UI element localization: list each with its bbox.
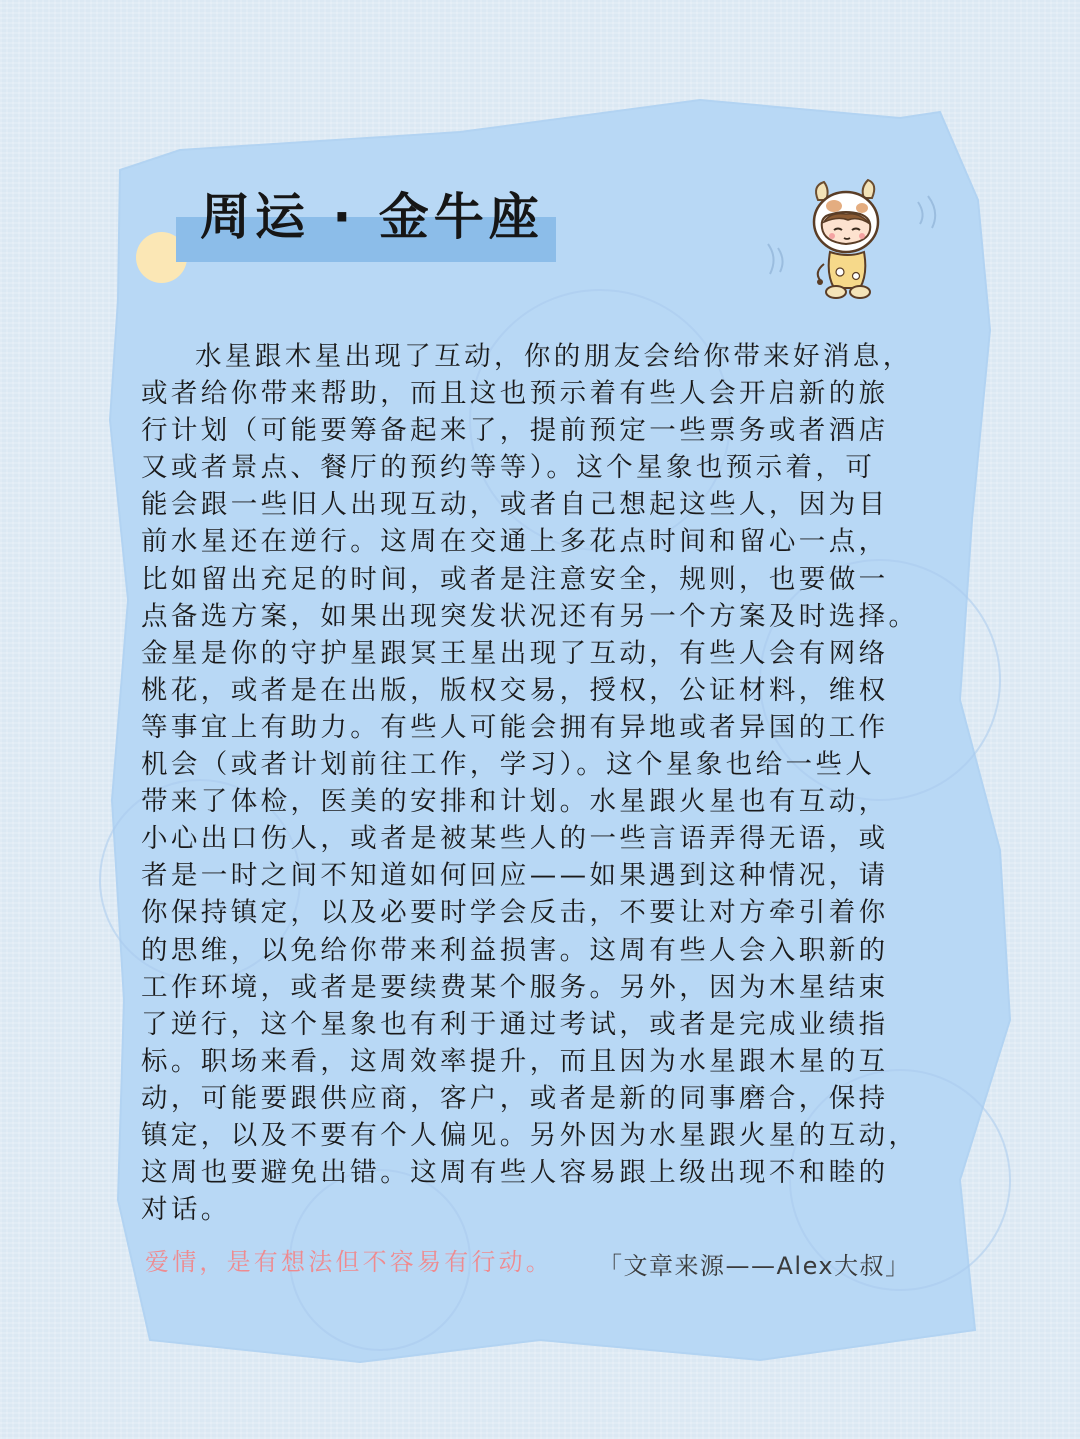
body-line: 行计划（可能要筹备起来了，提前预定一些票务或者酒店 — [141, 415, 889, 447]
body-line: 前水星还在逆行。这周在交通上多花点时间和留心一点， — [141, 526, 889, 558]
body-line: 桃花，或者是在出版，版权交易，授权，公证材料，维权 — [141, 674, 889, 706]
body-line: 镇定，以及不要有个人偏见。另外因为水星跟火星的互动， — [141, 1119, 919, 1151]
body-line: 点备选方案，如果出现突发状况还有另一个方案及时选择。 — [141, 600, 919, 632]
body-line: 水星跟木星出现了互动，你的朋友会给你带来好消息， — [195, 341, 913, 372]
body-line: 对话。 — [141, 1194, 231, 1226]
body-line: 标。职场来看，这周效率提升，而且因为水星跟木星的互 — [141, 1045, 889, 1077]
body-line: 金星是你的守护星跟冥王星出现了互动，有些人会有网络 — [141, 637, 889, 669]
body-line: 等事宜上有助力。有些人可能会拥有异地或者异国的工作 — [141, 711, 889, 743]
body-line: 了逆行，这个星象也有利于通过考试，或者是完成业绩指 — [141, 1008, 889, 1040]
page-title: 周运 · 金牛座 — [200, 188, 544, 246]
body-line: 能会跟一些旧人出现互动，或者自己想起这些人，因为目 — [141, 489, 889, 521]
body-line: 动，可能要跟供应商，客户，或者是新的同事磨合，保持 — [141, 1082, 889, 1114]
body-line: 机会（或者计划前往工作，学习）。这个星象也给一些人 — [141, 749, 876, 781]
body-line: 这周也要避免出错。这周有些人容易跟上级出现不和睦的 — [141, 1157, 889, 1189]
body-line: 带来了体检，医美的安排和计划。水星跟火星也有互动， — [141, 786, 889, 818]
body-line: 者是一时之间不知道如何回应——如果遇到这种情况，请 — [141, 860, 889, 892]
body-line: 工作环境，或者是要续费某个服务。另外，因为木星结束 — [141, 971, 889, 1003]
body-line: 你保持镇定，以及必要时学会反击，不要让对方牵引着你 — [141, 897, 889, 929]
body-line: 或者给你带来帮助，而且这也预示着有些人会开启新的旅 — [141, 378, 889, 410]
body-line: 比如留出充足的时间，或者是注意安全，规则，也要做一 — [141, 563, 889, 595]
body-line: 的思维，以免给你带来利益损害。这周有些人会入职新的 — [141, 934, 889, 966]
body-line: 又或者景点、餐厅的预约等等）。这个星象也预示着，可 — [141, 452, 876, 484]
love-note: 爱情，是有想法但不容易有行动。 — [145, 1248, 553, 1276]
taurus-boy-mascot-icon — [760, 176, 950, 306]
source-credit: 「文章来源——Alex大叔」 — [598, 1252, 911, 1280]
body-line: 小心出口伤人，或者是被某些人的一些言语弄得无语，或 — [141, 823, 889, 855]
horoscope-body-text — [141, 338, 941, 1228]
